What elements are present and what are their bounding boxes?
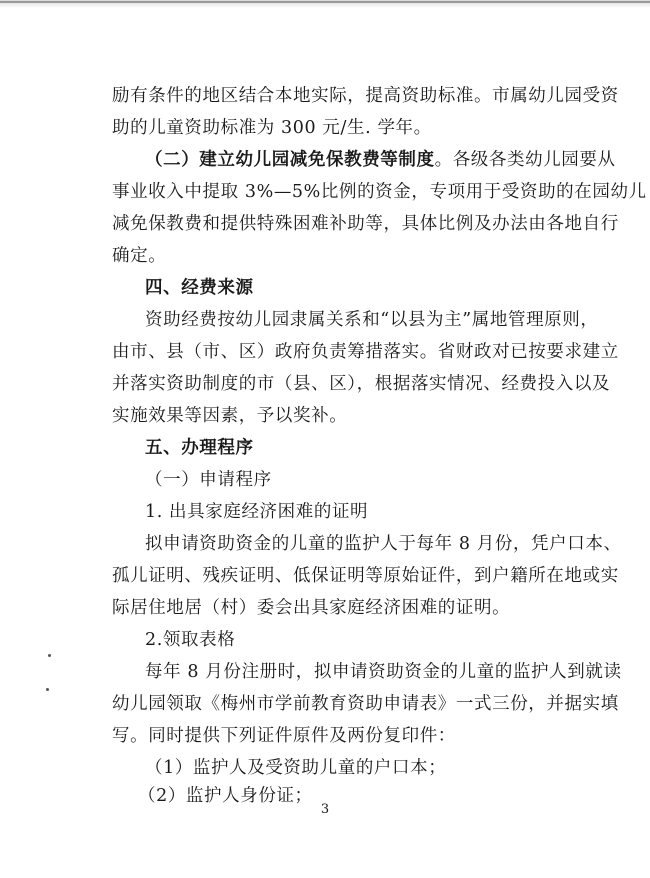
list-item: （2）监护人身份证； (138, 786, 313, 806)
paragraph-line: 事业收入中提取 3%—5%比例的资金，专项用于受资助的在园幼儿 (112, 182, 647, 202)
scan-speck (48, 654, 51, 657)
paragraph-line: 每年 8 月份注册时，拟申请资助资金的儿童的监护人到就读 (145, 662, 622, 682)
subsection-heading: （一）申请程序 (145, 470, 272, 490)
paragraph-line: 资助经费按幼儿园隶属关系和“以县为主”属地管理原则， (145, 310, 599, 330)
scan-speck (46, 688, 49, 691)
paragraph-line: 际居住地居（村）委会出具家庭经济困难的证明。 (112, 598, 511, 618)
paragraph-line: 实施效果等因素，予以奖补。 (112, 406, 348, 426)
paragraph-line: 由市、县（市、区）政府负责筹措落实。省财政对已按要求建立 (112, 342, 619, 362)
item-heading: 1. 出具家庭经济困难的证明 (145, 502, 369, 522)
page-number: 3 (320, 802, 330, 817)
paragraph-line: 确定。 (112, 246, 167, 266)
paragraph-line: 并落实资助制度的市（县、区），根据落实情况、经费投入以及 (112, 374, 611, 394)
item-heading: 2.领取表格 (145, 630, 236, 650)
section-heading-funding: 四、经费来源 (145, 278, 254, 298)
paragraph-line: 幼儿园领取《梅州市学前教育资助申请表》一式三份，并据实填 (112, 694, 619, 714)
list-item: （1）监护人及受资助儿童的户口本； (145, 758, 447, 778)
section-heading-procedure: 五、办理程序 (145, 438, 254, 458)
section-heading-bold: （二）建立幼儿园减免保教费等制度 (145, 150, 435, 170)
paragraph-line: 减免保教费和提供特殊困难补助等，具体比例及办法由各地自行 (112, 214, 619, 234)
paragraph-line: 励有条件的地区结合本地实际，提高资助标准。市属幼儿园受资 (112, 86, 619, 106)
paragraph-line: 助的儿童资助标准为 300 元/生. 学年。 (112, 118, 432, 138)
section-2-line (145, 148, 616, 172)
paragraph-text: 。各级各类幼儿园要从 (434, 150, 616, 170)
paragraph-line: 拟申请资助资金的儿童的监护人于每年 8 月份，凭户口本、 (145, 534, 622, 554)
paragraph-line: 孤儿证明、残疾证明、低保证明等原始证件，到户籍所在地或实 (112, 566, 619, 586)
paragraph-line: 写。同时提供下列证件原件及两份复印件： (112, 726, 456, 746)
scan-top-edge (0, 1, 650, 3)
